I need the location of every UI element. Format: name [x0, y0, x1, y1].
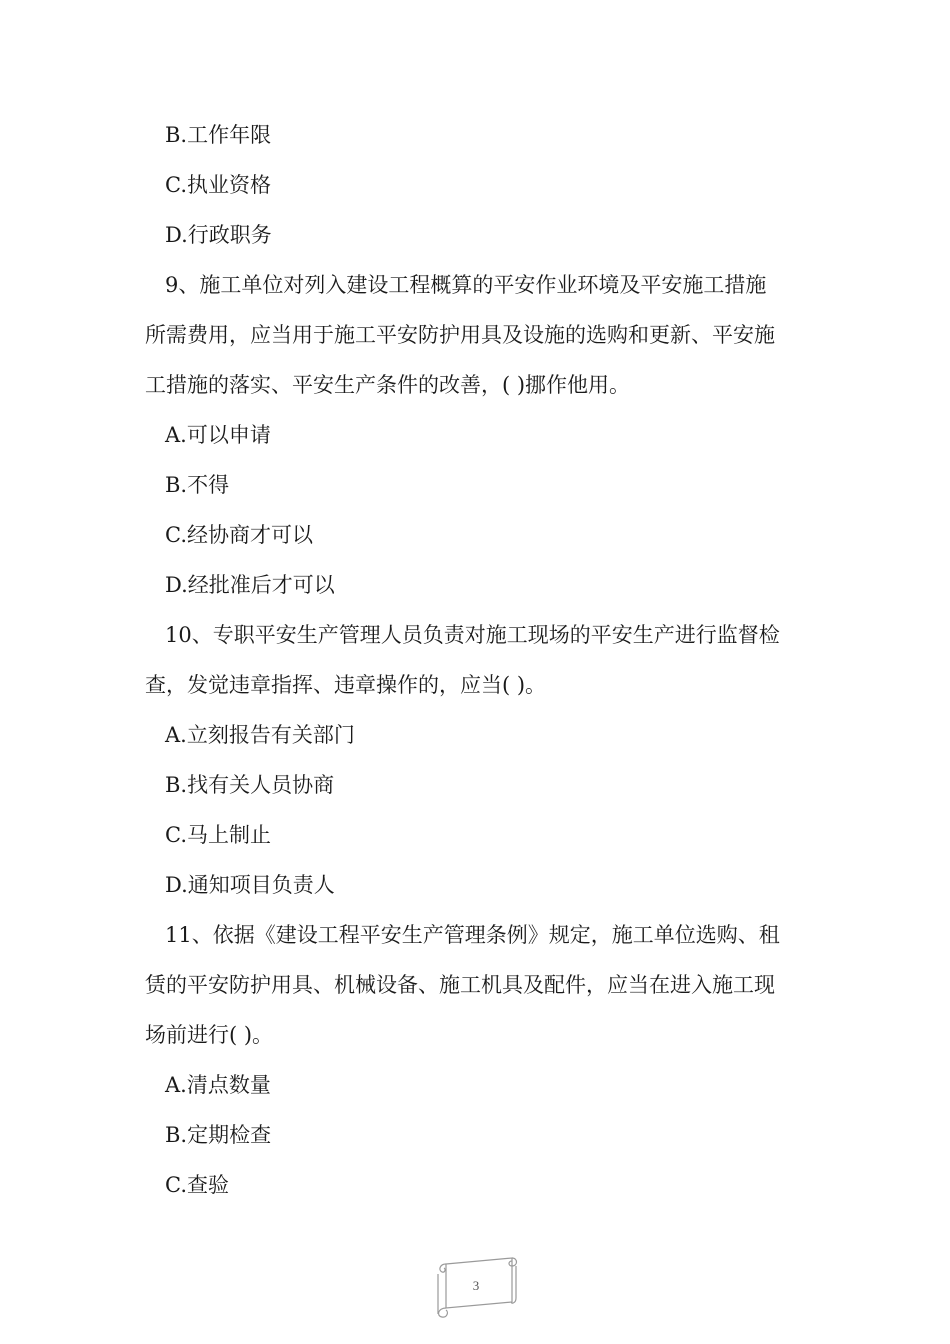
q8-option-c: C.执业资格 — [165, 173, 271, 197]
q9-text-line-1: 9、施工单位对列入建设工程概算的平安作业环境及平安施工措施 — [165, 273, 767, 297]
page-content — [145, 110, 810, 1210]
page-number-footer — [432, 1254, 520, 1320]
q9-option-b: B.不得 — [165, 473, 230, 497]
q9-text-line-3: 工措施的落实、平安生产条件的改善，( )挪作他用。 — [145, 373, 631, 397]
q9-text-line-2: 所需费用，应当用于施工平安防护用具及设施的选购和更新、平安施 — [145, 323, 775, 347]
q11-option-c: C.查验 — [165, 1173, 229, 1197]
q10-text-line-1: 10、专职平安生产管理人员负责对施工现场的平安生产进行监督检 — [165, 623, 780, 647]
q8-option-b: B.工作年限 — [165, 123, 272, 147]
q11-text-line-1: 11、依据《建设工程平安生产管理条例》规定，施工单位选购、租 — [165, 923, 780, 947]
q9-option-c: C.经协商才可以 — [165, 523, 313, 547]
q10-option-a: A.立刻报告有关部门 — [165, 723, 355, 747]
q10-option-d: D.通知项目负责人 — [165, 873, 335, 897]
q11-text-line-2: 赁的平安防护用具、机械设备、施工机具及配件，应当在进入施工现 — [145, 973, 775, 997]
q10-text-line-2: 查，发觉违章指挥、违章操作的，应当( )。 — [145, 673, 547, 697]
page-number: 3 — [472, 1278, 480, 1293]
q9-option-a: A.可以申请 — [165, 423, 271, 447]
q11-option-b: B.定期检查 — [165, 1123, 272, 1147]
q8-option-d: D.行政职务 — [165, 223, 272, 247]
q11-option-a: A.清点数量 — [165, 1073, 271, 1097]
q10-option-c: C.马上制止 — [165, 823, 271, 847]
q10-option-b: B.找有关人员协商 — [165, 773, 335, 797]
q11-text-line-3: 场前进行( )。 — [145, 1023, 274, 1047]
q9-option-d: D.经批准后才可以 — [165, 573, 335, 597]
